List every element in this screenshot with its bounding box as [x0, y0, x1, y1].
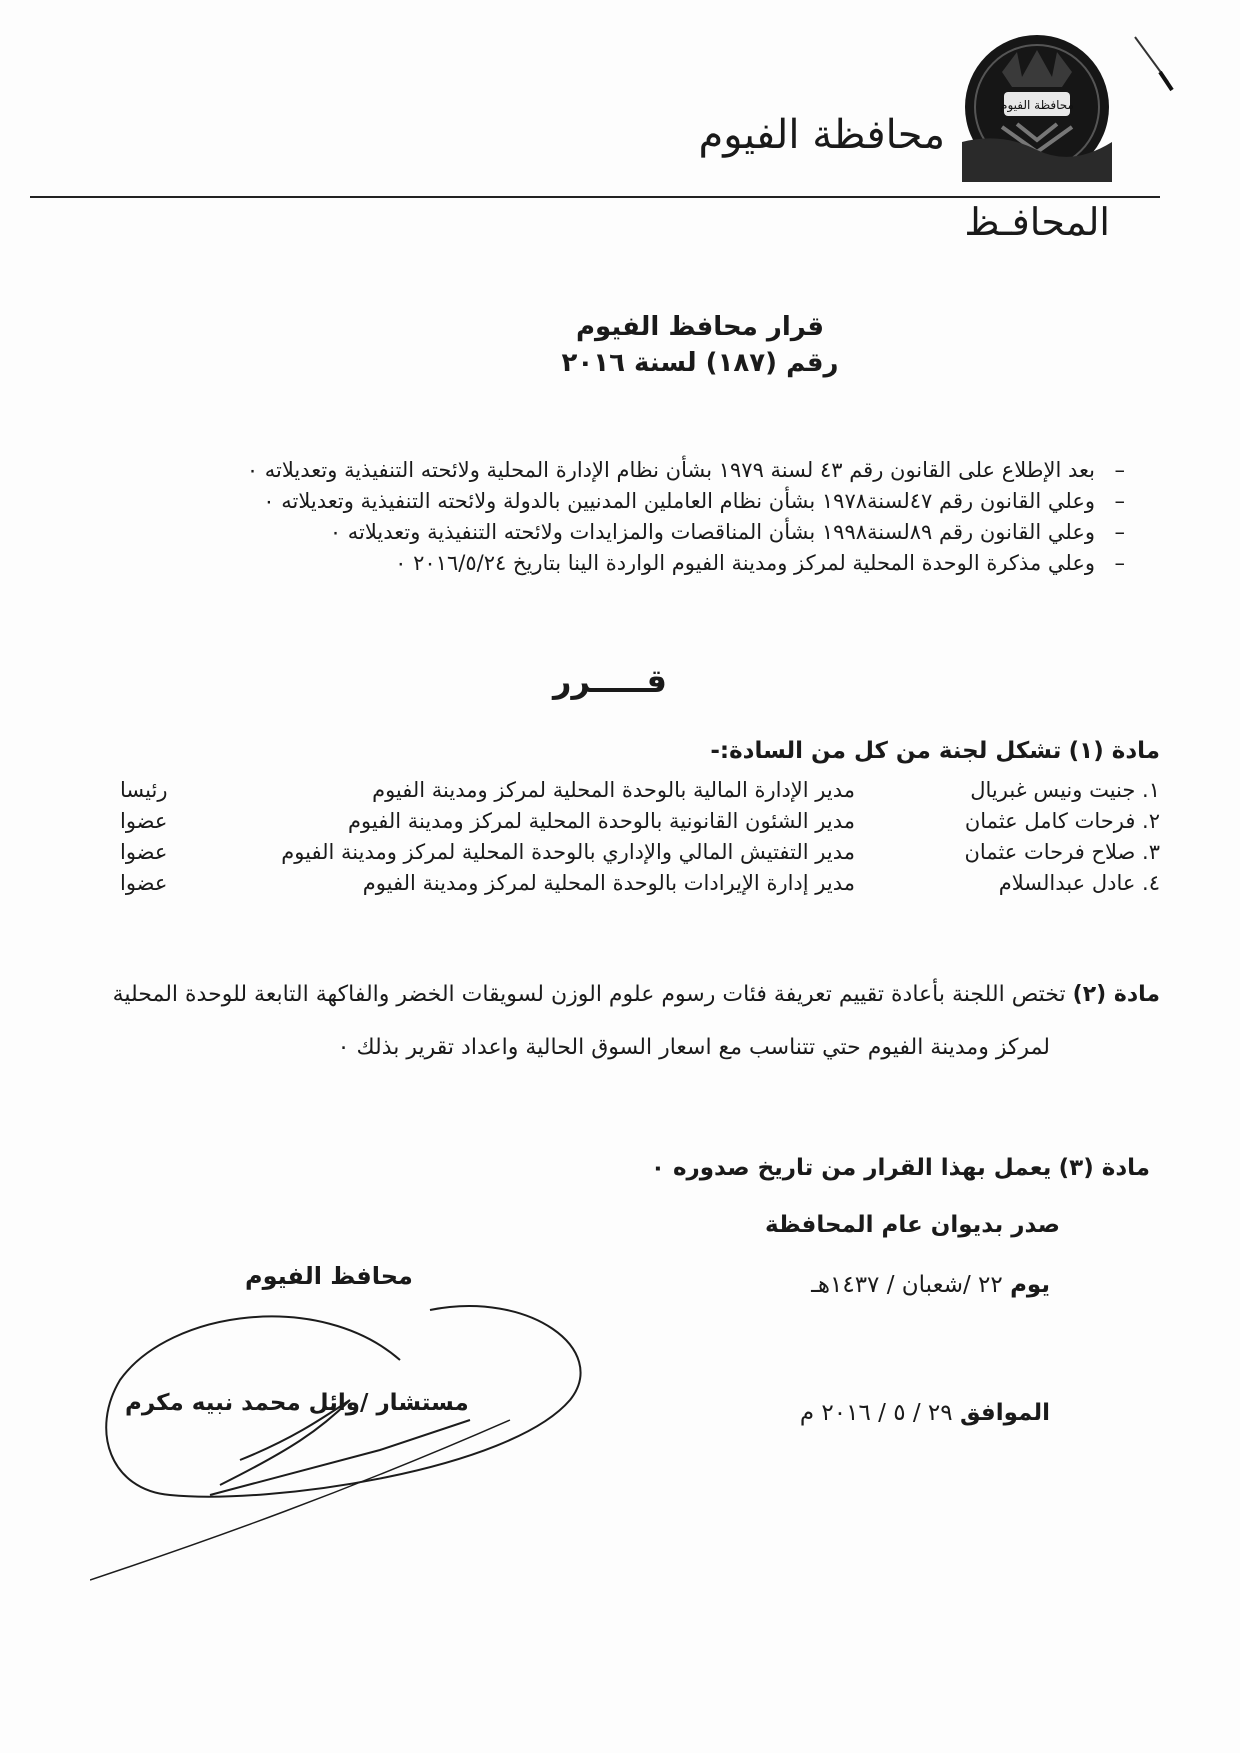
member-name: ٣. صلاح فرحات عثمان	[964, 840, 1160, 864]
preamble-item: –وعلي القانون رقم ٤٧لسنة١٩٧٨ بشأن نظام العاملين المدنيين بالدولة ولائحته التنفيذية وتعديلاته ٠	[263, 489, 1125, 513]
svg-text:محافظة الفيوم: محافظة الفيوم	[1000, 98, 1074, 112]
decided-heading: قـــــرر	[553, 662, 667, 700]
article-label: مادة (١)	[1068, 738, 1160, 764]
governorate-name: محافظة الفيوم	[698, 112, 945, 158]
hijri-label: يوم	[1010, 1272, 1050, 1298]
committee-members	[80, 778, 1160, 902]
member-position: مدير التفتيش المالي والإداري بالوحدة المحلية لمركز ومدينة الفيوم	[281, 840, 855, 864]
header-divider	[30, 196, 1160, 198]
article-2-continuation: لمركز ومدينة الفيوم حتي تتناسب مع اسعار السوق الحالية واعداد تقرير بذلك ٠	[337, 1035, 1050, 1060]
member-name: ٢. فرحات كامل عثمان	[964, 809, 1160, 833]
member-role: عضوا	[120, 871, 168, 895]
preamble-item: –وعلي القانون رقم ٨٩لسنة١٩٩٨ بشأن المناقصات والمزايدات ولائحته التنفيذية وتعديلاته ٠	[329, 520, 1125, 544]
handwritten-signature	[90, 1270, 600, 1590]
article-text: يعمل بهذا القرار من تاريخ صدوره ٠	[650, 1155, 1052, 1181]
preamble-item: –بعد الإطلاع على القانون رقم ٤٣ لسنة ١٩٧٩ بشأن نظام الإدارة المحلية ولائحته التنفيذية وتعديلاته ٠	[246, 458, 1125, 482]
hijri-date-line	[811, 1272, 1050, 1298]
gregorian-date: ٢٩ / ٥ / ٢٠١٦ م	[799, 1400, 953, 1426]
article-3	[651, 1155, 1150, 1181]
decision-title: قرار محافظ الفيوم	[575, 312, 824, 342]
member-position: مدير إدارة الإيرادات بالوحدة المحلية لمركز ومدينة الفيوم	[362, 871, 855, 895]
member-name: ٤. عادل عبدالسلام	[998, 871, 1160, 895]
pen-mark-icon	[1130, 32, 1180, 92]
office-title: المحافـظ	[964, 200, 1110, 244]
member-role: عضوا	[120, 840, 168, 864]
member-row	[80, 871, 1160, 902]
decision-number: رقم (١٨٧) لسنة ٢٠١٦	[561, 348, 839, 378]
article-text: تختص اللجنة بأعادة تقييم تعريفة فئات رسوم علوم الوزن لسويقات الخضر والفاكهة التابعة للوحدة المحلية	[112, 982, 1066, 1007]
member-role: رئيسا	[120, 778, 168, 802]
article-label: مادة (٢)	[1072, 982, 1160, 1007]
signatory-title: محافظ الفيوم	[245, 1262, 413, 1290]
member-name: ١. جنيت ونيس غبريال	[970, 778, 1160, 802]
issuance-place: صدر بديوان عام المحافظة	[764, 1212, 1060, 1238]
member-role: عضوا	[120, 809, 168, 833]
article-2	[113, 982, 1160, 1007]
member-position: مدير الإدارة المالية بالوحدة المحلية لمركز ومدينة الفيوم	[372, 778, 855, 802]
article-label: مادة (٣)	[1058, 1155, 1150, 1181]
article-text: تشكل لجنة من كل من السادة:-	[710, 738, 1062, 764]
gregorian-date-line	[800, 1400, 1050, 1426]
member-position: مدير الشئون القانونية بالوحدة المحلية لمركز ومدينة الفيوم	[348, 809, 855, 833]
hijri-date: ٢٢ /شعبان / ١٤٣٧هـ	[811, 1272, 1003, 1298]
preamble-list	[105, 455, 1125, 579]
preamble-item: –وعلي مذكرة الوحدة المحلية لمركز ومدينة الفيوم الواردة الينا بتاريخ ٢٠١٦/٥/٢٤ ٠	[395, 551, 1125, 575]
member-row	[80, 840, 1160, 871]
member-row	[80, 809, 1160, 840]
article-1	[710, 738, 1160, 764]
signatory-name: مستشار /وائل محمد نبيه مكرم	[125, 1390, 469, 1416]
governorate-seal-logo	[962, 32, 1112, 182]
member-row	[80, 778, 1160, 809]
gregorian-label: الموافق	[959, 1400, 1050, 1426]
